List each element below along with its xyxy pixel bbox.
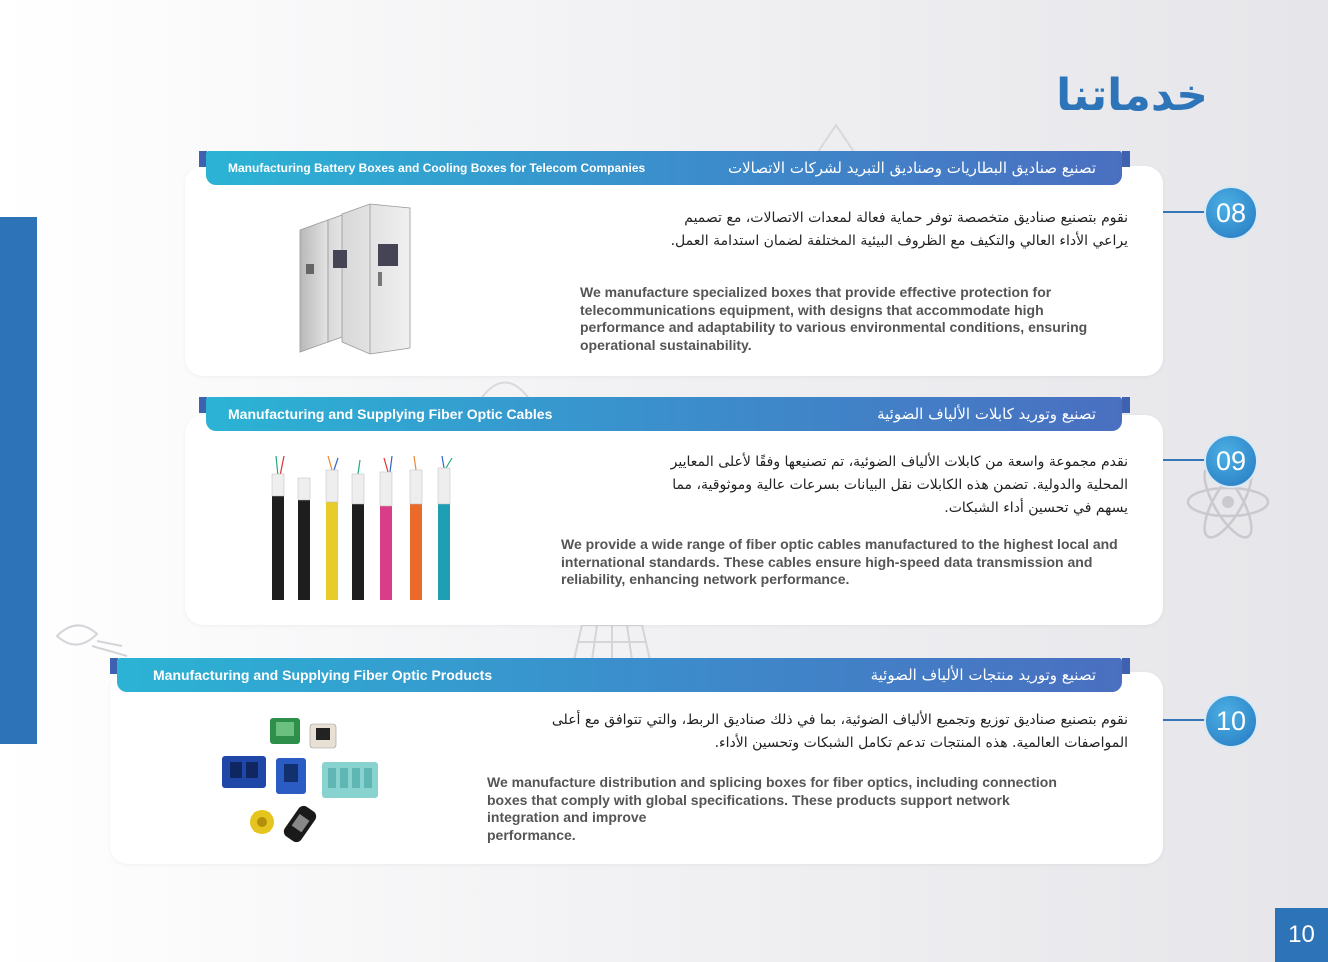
ribbon-tab-right <box>1122 397 1130 413</box>
service-title-en: Manufacturing Battery Boxes and Cooling Boxes for Telecom Companies <box>228 161 646 175</box>
fiber-adapters-icon <box>218 712 384 848</box>
page-title: خدماتنا <box>1056 70 1208 121</box>
service-title-ribbon-09 <box>206 397 1122 431</box>
desc-ar-line: نقوم بتصنيع صناديق متخصصة توفر حماية فعالة لمعدات الاتصالات، مع تصميم <box>684 210 1128 226</box>
service-number-badge-09: 09 <box>1204 434 1258 488</box>
service-desc-ar <box>468 709 1128 755</box>
service-desc-en: We manufacture specialized boxes that provide effective protection for telecommunications equipment, with designs that accommodate high performance and adaptability to various environmental conditions, ensuring operational sustainability. <box>580 284 1088 353</box>
desc-en-line: We manufacture distribution and splicing boxes for fiber optics, including connection <box>487 774 1057 790</box>
desc-ar-line: يراعي الأداء العالي والتكيف مع الظروف البيئية المختلفة لضمان استدامة العمل. <box>670 233 1128 249</box>
desc-en-line: performance. <box>487 826 576 843</box>
number-connector-line <box>1163 719 1207 721</box>
number-connector-line <box>1163 211 1207 213</box>
left-accent-bar <box>0 217 37 744</box>
page-number: 10 <box>1275 908 1328 962</box>
service-desc-en <box>487 774 1132 844</box>
service-desc-en: We provide a wide range of fiber optic cables manufactured to the highest local and international standards. These cables ensure high-speed data transmission and reliability, enhancing network performance. <box>561 536 1118 587</box>
desc-ar-line: المحلية والدولية. تضمن هذه الكابلات نقل البيانات بسرعات عالية وموثوقية، مما <box>672 477 1128 493</box>
desc-en-line: integration and improve <box>487 809 647 825</box>
service-desc-ar <box>568 451 1128 520</box>
service-title-en: Manufacturing and Supplying Fiber Optic Products <box>153 667 493 683</box>
ribbon-tab-right <box>1122 658 1130 674</box>
outdoor-cabinet-icon <box>298 202 414 356</box>
ribbon-tab-right <box>1122 151 1130 167</box>
service-number-badge-08: 08 <box>1204 186 1258 240</box>
desc-ar-line: يسهم في تحسين أداء الشبكات. <box>944 500 1128 516</box>
desc-en-line: boxes that comply with global specifications. These products support network <box>487 791 1010 808</box>
service-title-ribbon-10 <box>117 658 1122 692</box>
desc-ar-line: نقدم مجموعة واسعة من كابلات الألياف الضوئية، تم تصنيعها وفقًا لأعلى المعايير <box>670 454 1128 470</box>
number-connector-line <box>1163 459 1207 461</box>
fiber-cables-icon <box>268 456 478 602</box>
service-title-en: Manufacturing and Supplying Fiber Optic Cables <box>228 406 553 422</box>
service-title-ar: تصنيع وتوريد منتجات الألياف الضوئية <box>870 666 1096 684</box>
desc-ar-line: نقوم بتصنيع صناديق توزيع وتجميع الألياف الضوئية، بما في ذلك صناديق الربط، والتي تتوافق مع أعلى <box>551 712 1128 728</box>
service-number-badge-10: 10 <box>1204 694 1258 748</box>
service-title-ar: تصنيع صناديق البطاريات وصناديق التبريد لشركات الاتصالات <box>727 159 1096 177</box>
service-title-ribbon-08 <box>206 151 1122 185</box>
desc-ar-line: المواصفات العالمية. هذه المنتجات تدعم تكامل الشبكات وتحسين الأداء. <box>714 735 1128 751</box>
service-title-ar: تصنيع وتوريد كابلات الألياف الضوئية <box>877 405 1096 423</box>
service-desc-ar <box>568 207 1128 253</box>
